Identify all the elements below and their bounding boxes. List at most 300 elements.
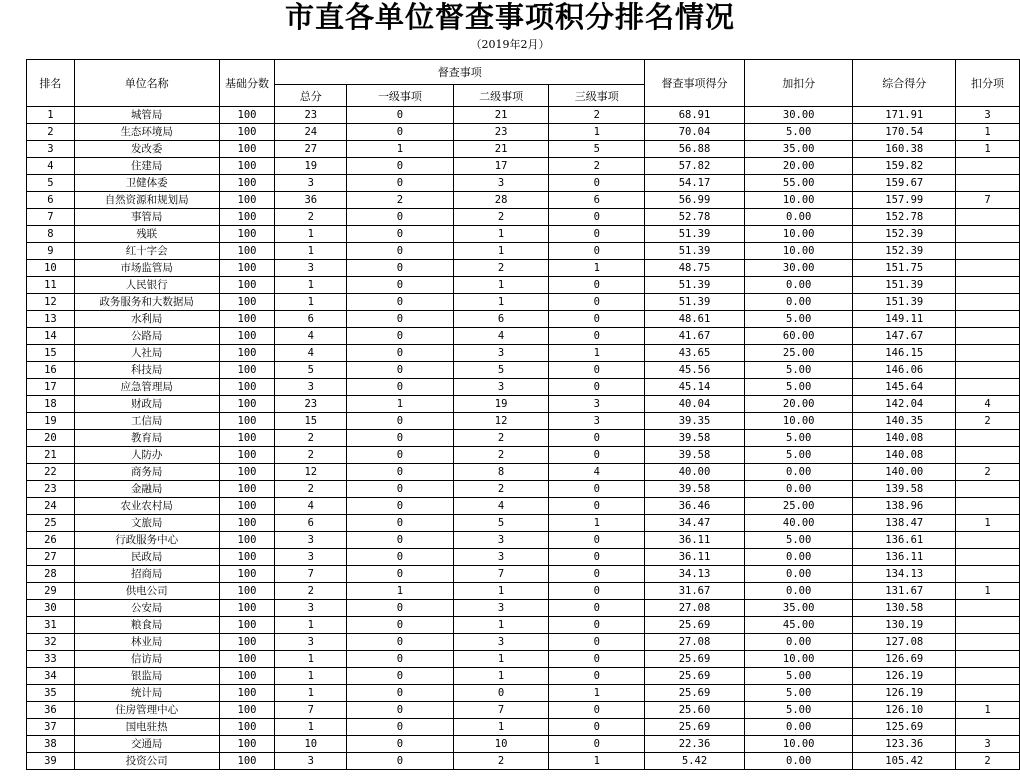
deduction-cell <box>956 651 1020 668</box>
level1-cell: 0 <box>347 345 454 362</box>
level3-cell: 0 <box>549 481 645 498</box>
deduction-cell <box>956 260 1020 277</box>
table-row <box>27 345 1020 362</box>
base-score-cell: 100 <box>219 753 275 770</box>
level1-cell: 0 <box>347 447 454 464</box>
item-score-cell: 56.88 <box>645 141 745 158</box>
base-score-cell: 100 <box>219 192 275 209</box>
bonus-cell: 10.00 <box>744 413 853 430</box>
table-row <box>27 260 1020 277</box>
unit-name-cell: 政务服务和大数据局 <box>74 294 219 311</box>
level1-cell: 0 <box>347 294 454 311</box>
rank-cell: 35 <box>27 685 75 702</box>
header-rank: 排名 <box>27 60 75 107</box>
item-score-cell: 27.08 <box>645 600 745 617</box>
level3-cell: 0 <box>549 379 645 396</box>
table-row <box>27 634 1020 651</box>
deduction-cell <box>956 498 1020 515</box>
deduction-cell: 1 <box>956 583 1020 600</box>
item-score-cell: 57.82 <box>645 158 745 175</box>
rank-cell: 30 <box>27 600 75 617</box>
level3-cell: 0 <box>549 549 645 566</box>
unit-name-cell: 事管局 <box>74 209 219 226</box>
table-row <box>27 549 1020 566</box>
rank-cell: 6 <box>27 192 75 209</box>
rank-cell: 20 <box>27 430 75 447</box>
level1-cell: 0 <box>347 515 454 532</box>
item-score-cell: 48.61 <box>645 311 745 328</box>
level3-cell: 0 <box>549 447 645 464</box>
total-cell: 1 <box>275 685 347 702</box>
unit-name-cell: 商务局 <box>74 464 219 481</box>
composite-score-cell: 138.96 <box>853 498 956 515</box>
level2-cell: 4 <box>453 498 549 515</box>
deduction-cell <box>956 719 1020 736</box>
level2-cell: 10 <box>453 736 549 753</box>
total-cell: 3 <box>275 549 347 566</box>
base-score-cell: 100 <box>219 328 275 345</box>
composite-score-cell: 126.19 <box>853 668 956 685</box>
unit-name-cell: 财政局 <box>74 396 219 413</box>
bonus-cell: 5.00 <box>744 124 853 141</box>
item-score-cell: 45.14 <box>645 379 745 396</box>
base-score-cell: 100 <box>219 498 275 515</box>
level1-cell: 0 <box>347 498 454 515</box>
base-score-cell: 100 <box>219 362 275 379</box>
total-cell: 1 <box>275 651 347 668</box>
unit-name-cell: 民政局 <box>74 549 219 566</box>
header-base-score: 基础分数 <box>219 60 275 107</box>
level1-cell: 0 <box>347 651 454 668</box>
total-cell: 2 <box>275 447 347 464</box>
table-row <box>27 515 1020 532</box>
base-score-cell: 100 <box>219 736 275 753</box>
table-row <box>27 243 1020 260</box>
base-score-cell: 100 <box>219 651 275 668</box>
item-score-cell: 22.36 <box>645 736 745 753</box>
bonus-cell: 25.00 <box>744 345 853 362</box>
bonus-cell: 5.00 <box>744 668 853 685</box>
table-row <box>27 447 1020 464</box>
item-score-cell: 25.69 <box>645 685 745 702</box>
total-cell: 1 <box>275 226 347 243</box>
level2-cell: 1 <box>453 651 549 668</box>
deduction-cell: 7 <box>956 192 1020 209</box>
rank-cell: 13 <box>27 311 75 328</box>
level3-cell: 0 <box>549 719 645 736</box>
level3-cell: 0 <box>549 583 645 600</box>
level1-cell: 0 <box>347 685 454 702</box>
item-score-cell: 36.11 <box>645 549 745 566</box>
bonus-cell: 25.00 <box>744 498 853 515</box>
composite-score-cell: 171.91 <box>853 107 956 124</box>
deduction-cell: 1 <box>956 702 1020 719</box>
level3-cell: 0 <box>549 209 645 226</box>
rank-cell: 9 <box>27 243 75 260</box>
deduction-cell <box>956 600 1020 617</box>
level2-cell: 3 <box>453 600 549 617</box>
base-score-cell: 100 <box>219 464 275 481</box>
table-row <box>27 736 1020 753</box>
header-level2: 二级事项 <box>453 85 549 107</box>
total-cell: 23 <box>275 107 347 124</box>
level3-cell: 1 <box>549 685 645 702</box>
level1-cell: 0 <box>347 260 454 277</box>
level2-cell: 1 <box>453 294 549 311</box>
item-score-cell: 41.67 <box>645 328 745 345</box>
level3-cell: 0 <box>549 651 645 668</box>
total-cell: 2 <box>275 481 347 498</box>
total-cell: 5 <box>275 362 347 379</box>
level1-cell: 0 <box>347 107 454 124</box>
total-cell: 3 <box>275 600 347 617</box>
bonus-cell: 55.00 <box>744 175 853 192</box>
level2-cell: 21 <box>453 141 549 158</box>
rank-cell: 17 <box>27 379 75 396</box>
base-score-cell: 100 <box>219 532 275 549</box>
bonus-cell: 10.00 <box>744 736 853 753</box>
total-cell: 3 <box>275 532 347 549</box>
deduction-cell <box>956 634 1020 651</box>
rank-cell: 26 <box>27 532 75 549</box>
bonus-cell: 10.00 <box>744 226 853 243</box>
unit-name-cell: 水利局 <box>74 311 219 328</box>
bonus-cell: 0.00 <box>744 634 853 651</box>
rank-cell: 7 <box>27 209 75 226</box>
composite-score-cell: 126.69 <box>853 651 956 668</box>
item-score-cell: 70.04 <box>645 124 745 141</box>
table-row <box>27 413 1020 430</box>
table-row <box>27 141 1020 158</box>
base-score-cell: 100 <box>219 226 275 243</box>
deduction-cell: 1 <box>956 515 1020 532</box>
level1-cell: 1 <box>347 141 454 158</box>
level1-cell: 0 <box>347 311 454 328</box>
total-cell: 3 <box>275 260 347 277</box>
level2-cell: 1 <box>453 226 549 243</box>
level2-cell: 19 <box>453 396 549 413</box>
deduction-cell <box>956 328 1020 345</box>
composite-score-cell: 151.39 <box>853 294 956 311</box>
base-score-cell: 100 <box>219 175 275 192</box>
deduction-cell <box>956 447 1020 464</box>
header-bonus: 加扣分 <box>744 60 853 107</box>
unit-name-cell: 林业局 <box>74 634 219 651</box>
base-score-cell: 100 <box>219 158 275 175</box>
table-row <box>27 719 1020 736</box>
unit-name-cell: 人防办 <box>74 447 219 464</box>
item-score-cell: 34.13 <box>645 566 745 583</box>
table-row <box>27 124 1020 141</box>
table-row <box>27 532 1020 549</box>
unit-name-cell: 残联 <box>74 226 219 243</box>
rank-cell: 24 <box>27 498 75 515</box>
deduction-cell <box>956 175 1020 192</box>
composite-score-cell: 159.82 <box>853 158 956 175</box>
base-score-cell: 100 <box>219 481 275 498</box>
rank-cell: 10 <box>27 260 75 277</box>
base-score-cell: 100 <box>219 243 275 260</box>
deduction-cell: 3 <box>956 107 1020 124</box>
item-score-cell: 43.65 <box>645 345 745 362</box>
base-score-cell: 100 <box>219 719 275 736</box>
bonus-cell: 10.00 <box>744 192 853 209</box>
item-score-cell: 36.46 <box>645 498 745 515</box>
level2-cell: 2 <box>453 260 549 277</box>
item-score-cell: 54.17 <box>645 175 745 192</box>
base-score-cell: 100 <box>219 515 275 532</box>
level1-cell: 0 <box>347 532 454 549</box>
level2-cell: 8 <box>453 464 549 481</box>
total-cell: 6 <box>275 515 347 532</box>
base-score-cell: 100 <box>219 566 275 583</box>
level1-cell: 0 <box>347 753 454 770</box>
table-header <box>27 60 1020 107</box>
level3-cell: 0 <box>549 736 645 753</box>
rank-cell: 31 <box>27 617 75 634</box>
level1-cell: 0 <box>347 243 454 260</box>
composite-score-cell: 149.11 <box>853 311 956 328</box>
table-row <box>27 600 1020 617</box>
bonus-cell: 5.00 <box>744 447 853 464</box>
bonus-cell: 20.00 <box>744 396 853 413</box>
level3-cell: 0 <box>549 498 645 515</box>
bonus-cell: 0.00 <box>744 277 853 294</box>
table-row <box>27 192 1020 209</box>
level2-cell: 0 <box>453 685 549 702</box>
level2-cell: 6 <box>453 311 549 328</box>
bonus-cell: 5.00 <box>744 685 853 702</box>
base-score-cell: 100 <box>219 294 275 311</box>
total-cell: 2 <box>275 209 347 226</box>
level3-cell: 1 <box>549 345 645 362</box>
level2-cell: 7 <box>453 566 549 583</box>
item-score-cell: 39.58 <box>645 430 745 447</box>
bonus-cell: 30.00 <box>744 107 853 124</box>
unit-name-cell: 人社局 <box>74 345 219 362</box>
total-cell: 1 <box>275 243 347 260</box>
composite-score-cell: 134.13 <box>853 566 956 583</box>
unit-name-cell: 城管局 <box>74 107 219 124</box>
deduction-cell: 2 <box>956 753 1020 770</box>
level1-cell: 0 <box>347 430 454 447</box>
level3-cell: 0 <box>549 175 645 192</box>
ranking-table <box>26 59 1020 770</box>
unit-name-cell: 统计局 <box>74 685 219 702</box>
total-cell: 1 <box>275 668 347 685</box>
item-score-cell: 40.00 <box>645 464 745 481</box>
deduction-cell <box>956 209 1020 226</box>
table-row <box>27 158 1020 175</box>
level1-cell: 0 <box>347 379 454 396</box>
composite-score-cell: 152.39 <box>853 243 956 260</box>
header-level3: 三级事项 <box>549 85 645 107</box>
composite-score-cell: 152.39 <box>853 226 956 243</box>
item-score-cell: 31.67 <box>645 583 745 600</box>
bonus-cell: 5.00 <box>744 379 853 396</box>
level3-cell: 0 <box>549 362 645 379</box>
header-deduction: 扣分项 <box>956 60 1020 107</box>
bonus-cell: 0.00 <box>744 209 853 226</box>
bonus-cell: 60.00 <box>744 328 853 345</box>
level1-cell: 0 <box>347 413 454 430</box>
item-score-cell: 56.99 <box>645 192 745 209</box>
level1-cell: 0 <box>347 702 454 719</box>
deduction-cell <box>956 566 1020 583</box>
item-score-cell: 51.39 <box>645 226 745 243</box>
table-row <box>27 277 1020 294</box>
unit-name-cell: 住建局 <box>74 158 219 175</box>
total-cell: 3 <box>275 379 347 396</box>
rank-cell: 22 <box>27 464 75 481</box>
unit-name-cell: 行政服务中心 <box>74 532 219 549</box>
level2-cell: 3 <box>453 532 549 549</box>
composite-score-cell: 136.61 <box>853 532 956 549</box>
level2-cell: 3 <box>453 345 549 362</box>
bonus-cell: 5.00 <box>744 702 853 719</box>
level1-cell: 0 <box>347 600 454 617</box>
total-cell: 1 <box>275 294 347 311</box>
composite-score-cell: 140.08 <box>853 430 956 447</box>
composite-score-cell: 131.67 <box>853 583 956 600</box>
deduction-cell <box>956 311 1020 328</box>
level3-cell: 4 <box>549 464 645 481</box>
base-score-cell: 100 <box>219 379 275 396</box>
rank-cell: 34 <box>27 668 75 685</box>
document-title: 市直各单位督查事项积分排名情况 <box>284 0 735 34</box>
unit-name-cell: 粮食局 <box>74 617 219 634</box>
bonus-cell: 0.00 <box>744 481 853 498</box>
table-row <box>27 107 1020 124</box>
base-score-cell: 100 <box>219 209 275 226</box>
table-row <box>27 362 1020 379</box>
base-score-cell: 100 <box>219 430 275 447</box>
table-row <box>27 617 1020 634</box>
base-score-cell: 100 <box>219 685 275 702</box>
deduction-cell <box>956 532 1020 549</box>
base-score-cell: 100 <box>219 549 275 566</box>
total-cell: 23 <box>275 396 347 413</box>
unit-name-cell: 农业农村局 <box>74 498 219 515</box>
table-row <box>27 379 1020 396</box>
unit-name-cell: 自然资源和规划局 <box>74 192 219 209</box>
total-cell: 6 <box>275 311 347 328</box>
level1-cell: 1 <box>347 583 454 600</box>
deduction-cell <box>956 481 1020 498</box>
header-supervision-items: 督查事项 <box>275 60 645 85</box>
unit-name-cell: 供电公司 <box>74 583 219 600</box>
table-row <box>27 311 1020 328</box>
header-level1: 一级事项 <box>347 85 454 107</box>
unit-name-cell: 信访局 <box>74 651 219 668</box>
table-body <box>27 107 1020 770</box>
level1-cell: 0 <box>347 668 454 685</box>
unit-name-cell: 公安局 <box>74 600 219 617</box>
level1-cell: 0 <box>347 634 454 651</box>
deduction-cell <box>956 362 1020 379</box>
unit-name-cell: 国电驻热 <box>74 719 219 736</box>
rank-cell: 36 <box>27 702 75 719</box>
level3-cell: 3 <box>549 413 645 430</box>
base-score-cell: 100 <box>219 124 275 141</box>
level3-cell: 1 <box>549 515 645 532</box>
deduction-cell: 3 <box>956 736 1020 753</box>
level1-cell: 0 <box>347 617 454 634</box>
rank-cell: 39 <box>27 753 75 770</box>
base-score-cell: 100 <box>219 311 275 328</box>
deduction-cell <box>956 685 1020 702</box>
rank-cell: 18 <box>27 396 75 413</box>
item-score-cell: 25.69 <box>645 651 745 668</box>
level2-cell: 2 <box>453 430 549 447</box>
total-cell: 2 <box>275 430 347 447</box>
base-score-cell: 100 <box>219 413 275 430</box>
item-score-cell: 5.42 <box>645 753 745 770</box>
level3-cell: 1 <box>549 260 645 277</box>
level3-cell: 0 <box>549 668 645 685</box>
rank-cell: 27 <box>27 549 75 566</box>
level1-cell: 0 <box>347 158 454 175</box>
item-score-cell: 25.60 <box>645 702 745 719</box>
composite-score-cell: 105.42 <box>853 753 956 770</box>
deduction-cell <box>956 277 1020 294</box>
base-score-cell: 100 <box>219 345 275 362</box>
bonus-cell: 0.00 <box>744 583 853 600</box>
base-score-cell: 100 <box>219 600 275 617</box>
level2-cell: 1 <box>453 583 549 600</box>
level1-cell: 0 <box>347 566 454 583</box>
total-cell: 15 <box>275 413 347 430</box>
bonus-cell: 0.00 <box>744 294 853 311</box>
deduction-cell <box>956 243 1020 260</box>
composite-score-cell: 127.08 <box>853 634 956 651</box>
composite-score-cell: 145.64 <box>853 379 956 396</box>
composite-score-cell: 159.67 <box>853 175 956 192</box>
level2-cell: 4 <box>453 328 549 345</box>
rank-cell: 28 <box>27 566 75 583</box>
table-row <box>27 651 1020 668</box>
total-cell: 7 <box>275 566 347 583</box>
composite-score-cell: 123.36 <box>853 736 956 753</box>
table-row <box>27 294 1020 311</box>
unit-name-cell: 文旅局 <box>74 515 219 532</box>
level3-cell: 0 <box>549 294 645 311</box>
level1-cell: 0 <box>347 549 454 566</box>
rank-cell: 37 <box>27 719 75 736</box>
table-row <box>27 209 1020 226</box>
level3-cell: 1 <box>549 753 645 770</box>
bonus-cell: 0.00 <box>744 566 853 583</box>
bonus-cell: 0.00 <box>744 753 853 770</box>
level2-cell: 2 <box>453 209 549 226</box>
item-score-cell: 25.69 <box>645 668 745 685</box>
table-row <box>27 753 1020 770</box>
rank-cell: 12 <box>27 294 75 311</box>
unit-name-cell: 公路局 <box>74 328 219 345</box>
deduction-cell <box>956 294 1020 311</box>
bonus-cell: 10.00 <box>744 243 853 260</box>
unit-name-cell: 科技局 <box>74 362 219 379</box>
level1-cell: 0 <box>347 226 454 243</box>
total-cell: 10 <box>275 736 347 753</box>
level2-cell: 1 <box>453 277 549 294</box>
item-score-cell: 27.08 <box>645 634 745 651</box>
bonus-cell: 45.00 <box>744 617 853 634</box>
level3-cell: 0 <box>549 634 645 651</box>
unit-name-cell: 卫健体委 <box>74 175 219 192</box>
table-row <box>27 498 1020 515</box>
deduction-cell: 1 <box>956 124 1020 141</box>
